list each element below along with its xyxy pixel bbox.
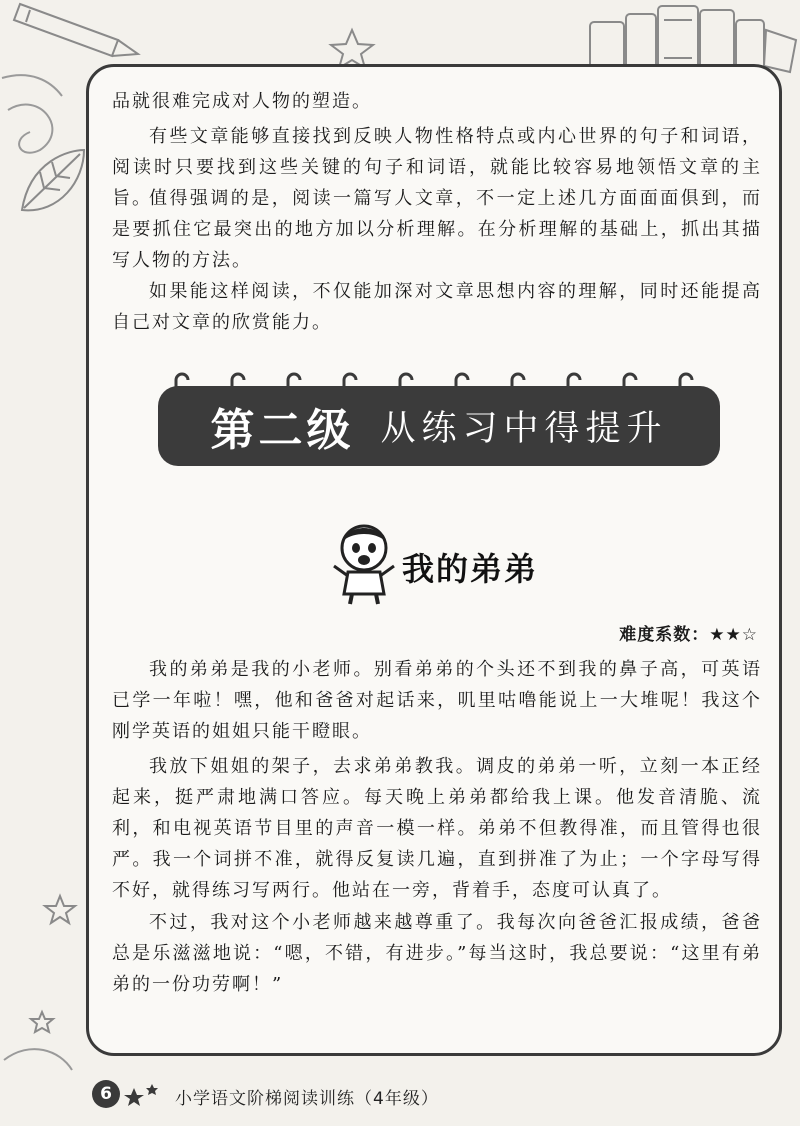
story-paragraph-3: 不过，我对这个小老师越来越尊重了。我每次向爸爸汇报成绩，爸爸总是乐滋滋地说：“嗯，不错，有进步。”每当这时，我总要说：“这里有弟弟的一份功劳啊！” xyxy=(112,912,762,995)
mascot-icon xyxy=(330,522,398,606)
story-paragraph-1: 我的弟弟是我的小老师。别看弟弟的个头还不到我的鼻子高，可英语已学一年啦！嘿，他和爸爸对起话来，叽里咕噜能说上一大堆呢！我这个刚学英语的姐姐只能干瞪眼。 xyxy=(112,659,762,742)
star-icon xyxy=(31,1012,53,1032)
star-icon xyxy=(122,1082,162,1108)
swirl-icon xyxy=(8,105,52,153)
pencil-icon xyxy=(14,4,138,56)
section-banner xyxy=(158,386,720,466)
difficulty-label: 难度系数： xyxy=(619,625,710,645)
story-title: 我的弟弟 xyxy=(402,550,539,588)
star-icon xyxy=(331,30,373,68)
intro-paragraph-1: 品就很难完成对人物的塑造。 xyxy=(112,91,372,112)
intro-paragraph-2: 有些文章能够直接找到反映人物性格特点或内心世界的句子和词语，阅读时只要找到这些关键的句子和词语，就能比较容易地领悟文章的主旨。 xyxy=(112,126,762,209)
star-icon xyxy=(45,896,75,923)
section-subtitle: 从练习中得提升 xyxy=(380,409,668,449)
section-level: 第二级 xyxy=(210,405,355,456)
story-paragraph-2: 我放下姐姐的架子，去求弟弟教我。调皮的弟弟一听，立刻一本正经起来，挺严肃地满口答应。每天晚上弟弟都给我上课。他发音清脆、流利，和电视英语节目里的声音一模一样。弟弟不但教得准，而且管得也很严。我一个词拼不准，就得反复读几遍，直到拼准了为止；一个字母写得不好，就得练习写两行。他站在一旁，背着手，态度可认真了。 xyxy=(112,756,762,901)
swirl-icon xyxy=(2,75,62,96)
swirl-icon xyxy=(4,1049,72,1070)
book-title: 小学语文阶梯阅读训练（4年级） xyxy=(175,1089,439,1109)
intro-paragraph-4: 如果能这样阅读，不仅能加深对文章思想内容的理解，同时还能提高自己对文章的欣赏能力。 xyxy=(112,281,762,333)
leaf-icon xyxy=(22,150,84,210)
intro-paragraph-3: 值得强调的是，阅读一篇写人文章，不一定上述几方面面面俱到，而是要抓住它最突出的地方加以分析理解。在分析理解的基础上，抓出其描写人物的方法。 xyxy=(112,188,762,271)
difficulty-rating xyxy=(619,620,758,645)
difficulty-stars: ★★☆ xyxy=(709,625,758,645)
page-number: 6 xyxy=(92,1080,120,1108)
books-icon xyxy=(590,6,796,72)
